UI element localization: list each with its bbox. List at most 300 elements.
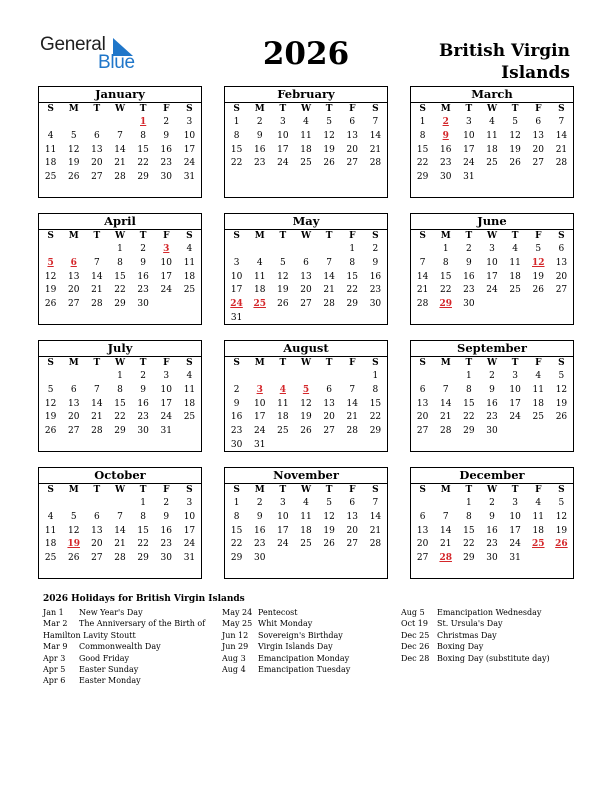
day-cell: 16 <box>137 398 149 409</box>
day-cell: 24 <box>277 158 289 169</box>
day-cell: 21 <box>555 144 568 155</box>
holiday-day-cell: 24 <box>230 299 243 310</box>
day-cell: 3 <box>163 371 170 381</box>
day-cell: 8 <box>233 130 240 141</box>
empty-day-cell <box>62 243 85 257</box>
day-cell: 11 <box>532 384 544 395</box>
day-cell: 10 <box>277 511 289 522</box>
day-cell: 29 <box>463 553 475 564</box>
day-cell: 1 <box>233 498 240 508</box>
month-name: April <box>39 214 201 230</box>
day-cell: 16 <box>463 271 475 282</box>
empty-day-cell <box>39 370 62 384</box>
day-cell: 21 <box>439 412 452 423</box>
month-name: January <box>39 87 201 103</box>
week-row <box>225 312 387 326</box>
day-cell: 19 <box>277 285 289 296</box>
day-cell: 8 <box>419 130 426 141</box>
weekday-label: T <box>325 485 333 495</box>
day-cell: 21 <box>323 285 335 296</box>
day-cell: 24 <box>253 426 266 437</box>
day-cell: 16 <box>160 144 172 155</box>
day-cell: 23 <box>230 426 243 437</box>
empty-day-cell <box>504 171 527 185</box>
holiday-item <box>401 607 576 618</box>
day-cell: 16 <box>253 525 266 536</box>
day-cell: 23 <box>463 285 475 296</box>
week-row <box>39 525 201 539</box>
day-cell: 10 <box>160 257 172 268</box>
day-cell: 21 <box>416 285 429 296</box>
week-row <box>225 284 387 298</box>
day-cell: 30 <box>230 439 243 450</box>
holiday-day-cell: 3 <box>163 244 170 254</box>
weekday-label: W <box>114 104 126 114</box>
day-cell: 15 <box>137 144 149 155</box>
weekday-label: S <box>372 485 379 495</box>
holiday-date: Aug 3 <box>222 653 246 663</box>
day-cell: 13 <box>323 398 335 409</box>
weekday-label: S <box>372 358 379 368</box>
weekday-label: S <box>558 358 565 368</box>
day-cell: 5 <box>279 257 286 268</box>
holiday-date: Jun 29 <box>222 642 249 652</box>
empty-day-cell <box>39 243 62 257</box>
day-cell: 28 <box>91 426 103 437</box>
weekday-label: F <box>535 231 542 241</box>
day-cell: 8 <box>465 511 472 522</box>
weekday-label: M <box>68 485 79 495</box>
day-cell: 24 <box>509 539 521 550</box>
week-row <box>225 552 387 566</box>
day-cell: 10 <box>277 130 289 141</box>
day-cell: 24 <box>183 158 196 169</box>
weekday-label: W <box>300 485 312 495</box>
week-row <box>411 525 573 539</box>
day-cell: 10 <box>509 511 521 522</box>
logo-text-blue: Blue <box>98 52 135 73</box>
month-october <box>38 467 202 579</box>
holiday-name: Easter Monday <box>79 676 141 686</box>
day-cell: 7 <box>442 384 449 395</box>
day-cell: 9 <box>372 257 379 268</box>
empty-day-cell <box>411 243 434 257</box>
empty-day-cell <box>364 552 387 566</box>
weekday-label: T <box>279 485 287 495</box>
weekday-label: F <box>349 231 356 241</box>
day-cell: 25 <box>277 426 289 437</box>
day-cell: 1 <box>140 498 146 508</box>
day-cell: 11 <box>532 511 544 522</box>
day-cell: 12 <box>44 398 57 409</box>
holiday-column <box>222 607 397 675</box>
empty-day-cell <box>434 370 457 384</box>
day-cell: 19 <box>44 412 57 423</box>
empty-day-cell <box>178 425 201 439</box>
empty-day-cell <box>271 552 294 566</box>
week-row <box>411 384 573 398</box>
week-row <box>225 271 387 285</box>
day-cell: 26 <box>44 426 57 437</box>
day-cell: 11 <box>253 271 266 282</box>
day-cell: 6 <box>93 511 100 522</box>
day-cell: 29 <box>346 299 358 310</box>
day-cell: 11 <box>183 257 196 268</box>
day-cell: 7 <box>93 257 100 268</box>
day-cell: 11 <box>509 257 521 268</box>
day-cell: 1 <box>349 244 356 254</box>
day-cell: 18 <box>532 398 544 409</box>
day-cell: 23 <box>486 539 498 550</box>
day-cell: 9 <box>489 384 495 395</box>
weekday-label: T <box>93 231 101 241</box>
week-row <box>39 411 201 425</box>
month-february <box>224 86 388 198</box>
weekday-label: F <box>163 104 170 114</box>
day-cell: 15 <box>114 271 126 282</box>
day-cell: 29 <box>463 426 475 437</box>
day-cell: 10 <box>463 130 475 141</box>
day-cell: 15 <box>230 144 243 155</box>
day-cell: 22 <box>416 158 429 169</box>
day-cell: 17 <box>160 398 172 409</box>
day-cell: 6 <box>349 498 356 508</box>
day-cell: 17 <box>160 271 172 282</box>
empty-day-cell <box>318 312 341 326</box>
holiday-date: Apr 3 <box>43 653 66 663</box>
week-row <box>39 538 201 552</box>
day-cell: 22 <box>463 412 475 423</box>
day-cell: 13 <box>67 398 80 409</box>
day-cell: 18 <box>486 144 498 155</box>
day-cell: 28 <box>114 553 126 564</box>
holiday-name: Pentecost <box>258 608 298 617</box>
holiday-date: Aug 4 <box>222 665 246 675</box>
day-cell: 15 <box>230 525 243 536</box>
day-cell: 14 <box>369 130 382 141</box>
week-row <box>39 497 201 511</box>
day-cell: 22 <box>369 412 382 423</box>
month-name: August <box>225 341 387 357</box>
day-cell: 28 <box>346 426 358 437</box>
day-cell: 2 <box>163 498 170 508</box>
holiday-day-cell: 12 <box>532 257 545 268</box>
day-cell: 26 <box>67 172 80 183</box>
weekday-label: W <box>486 485 498 495</box>
day-cell: 4 <box>47 130 54 141</box>
weekday-label: T <box>139 485 147 495</box>
empty-day-cell <box>271 370 294 384</box>
week-row <box>39 157 201 171</box>
day-cell: 2 <box>256 117 263 127</box>
day-cell: 20 <box>67 285 80 296</box>
empty-day-cell <box>294 243 317 257</box>
week-row <box>225 511 387 525</box>
holiday-name: Emancipation Monday <box>258 653 350 663</box>
weekday-header <box>411 357 573 370</box>
day-cell: 27 <box>416 553 429 564</box>
weekday-label: W <box>300 104 312 114</box>
day-cell: 29 <box>369 426 382 437</box>
day-cell: 6 <box>326 384 332 395</box>
weekday-label: W <box>486 104 498 114</box>
empty-day-cell <box>85 116 108 130</box>
day-cell: 26 <box>509 158 521 169</box>
day-cell: 7 <box>326 257 332 268</box>
day-cell: 16 <box>369 271 382 282</box>
day-cell: 2 <box>465 244 472 254</box>
day-cell: 26 <box>277 299 289 310</box>
weekday-label: W <box>486 231 498 241</box>
day-cell: 11 <box>277 398 289 409</box>
day-cell: 18 <box>253 285 266 296</box>
day-cell: 20 <box>555 271 568 282</box>
day-cell: 20 <box>91 539 103 550</box>
day-cell: 9 <box>465 257 472 268</box>
empty-day-cell <box>62 497 85 511</box>
day-cell: 19 <box>323 525 335 536</box>
month-november <box>224 467 388 579</box>
day-cell: 30 <box>160 553 172 564</box>
holiday-date: Dec 28 <box>401 653 430 663</box>
empty-day-cell <box>318 370 341 384</box>
day-cell: 21 <box>91 412 103 423</box>
weekday-label: M <box>254 485 265 495</box>
day-cell: 19 <box>509 144 521 155</box>
holiday-name: Boxing Day (substitute day) <box>437 653 550 663</box>
month-july <box>38 340 202 452</box>
holiday-item <box>401 630 576 641</box>
empty-day-cell <box>550 171 573 185</box>
holiday-name: Virgin Islands Day <box>258 642 333 652</box>
day-cell: 31 <box>183 553 196 564</box>
empty-day-cell <box>39 497 62 511</box>
holiday-item <box>222 641 397 652</box>
day-cell: 8 <box>349 257 356 268</box>
day-cell: 17 <box>509 525 521 536</box>
holiday-day-cell: 2 <box>442 117 449 127</box>
week-row <box>411 144 573 158</box>
day-cell: 22 <box>230 539 243 550</box>
empty-day-cell <box>527 298 550 312</box>
holiday-day-cell: 25 <box>253 299 266 310</box>
day-cell: 10 <box>509 384 521 395</box>
day-cell: 20 <box>300 285 312 296</box>
empty-day-cell <box>294 552 317 566</box>
week-row <box>411 243 573 257</box>
day-cell: 31 <box>253 439 266 450</box>
day-cell: 25 <box>486 158 498 169</box>
weekday-label: T <box>325 104 333 114</box>
holiday-date: Mar 9 <box>43 642 68 652</box>
empty-day-cell <box>85 370 108 384</box>
weekday-label: T <box>279 231 287 241</box>
empty-day-cell <box>341 439 364 453</box>
day-cell: 27 <box>416 426 429 437</box>
holiday-day-cell: 4 <box>279 384 286 395</box>
week-row <box>411 538 573 552</box>
day-cell: 30 <box>160 172 172 183</box>
empty-day-cell <box>411 370 434 384</box>
weekday-header <box>225 484 387 497</box>
day-cell: 24 <box>509 412 521 423</box>
day-cell: 28 <box>323 299 335 310</box>
holiday-day-cell: 5 <box>302 384 310 395</box>
weekday-label: F <box>349 104 356 114</box>
day-cell: 19 <box>555 398 568 409</box>
day-cell: 27 <box>532 158 544 169</box>
day-cell: 4 <box>186 244 193 254</box>
day-cell: 17 <box>277 144 289 155</box>
empty-day-cell <box>504 425 527 439</box>
day-cell: 11 <box>44 144 57 155</box>
day-cell: 20 <box>416 539 429 550</box>
week-row <box>39 370 201 384</box>
holiday-date: May 24 <box>222 608 253 617</box>
day-cell: 14 <box>439 525 452 536</box>
day-cell: 28 <box>439 426 452 437</box>
day-cell: 10 <box>160 384 172 395</box>
day-cell: 27 <box>67 299 80 310</box>
day-cell: 12 <box>44 271 57 282</box>
day-cell: 25 <box>183 285 196 296</box>
day-cell: 22 <box>114 285 126 296</box>
holiday-name: Emancipation Tuesday <box>258 665 351 675</box>
holiday-name: Sovereign's Birthday <box>258 630 343 640</box>
holiday-day-cell: 26 <box>555 539 568 550</box>
day-cell: 15 <box>463 525 475 536</box>
day-cell: 10 <box>253 398 266 409</box>
holiday-date: Jun 12 <box>222 630 249 640</box>
weekday-label: S <box>419 358 426 368</box>
empty-day-cell <box>248 312 271 326</box>
day-cell: 4 <box>303 117 309 127</box>
week-row <box>225 538 387 552</box>
day-cell: 17 <box>253 412 266 423</box>
holiday-day-cell: 29 <box>439 299 452 310</box>
day-cell: 27 <box>346 158 358 169</box>
day-cell: 15 <box>463 398 475 409</box>
day-cell: 6 <box>303 257 309 268</box>
holiday-date: Apr 5 <box>43 665 66 675</box>
empty-day-cell <box>480 298 503 312</box>
day-cell: 17 <box>277 525 289 536</box>
day-cell: 8 <box>442 257 449 268</box>
weekday-label: F <box>535 358 542 368</box>
weekday-label: T <box>511 485 519 495</box>
week-row <box>225 525 387 539</box>
day-cell: 8 <box>117 257 123 268</box>
day-cell: 2 <box>140 244 146 254</box>
holiday-name: Hamilton Lavity Stoutt <box>43 630 136 640</box>
empty-day-cell <box>341 370 364 384</box>
day-cell: 5 <box>535 244 542 254</box>
weekday-label: T <box>139 104 147 114</box>
day-cell: 26 <box>323 158 335 169</box>
day-cell: 10 <box>183 511 196 522</box>
day-cell: 19 <box>532 271 544 282</box>
day-cell: 12 <box>555 511 568 522</box>
day-cell: 16 <box>253 144 266 155</box>
weekday-header <box>39 230 201 243</box>
day-cell: 28 <box>114 172 126 183</box>
day-cell: 4 <box>535 371 542 381</box>
day-cell: 3 <box>233 257 240 268</box>
day-cell: 1 <box>465 371 472 381</box>
day-cell: 25 <box>44 553 57 564</box>
week-row <box>225 298 387 312</box>
day-cell: 31 <box>160 426 172 437</box>
day-cell: 12 <box>67 525 80 536</box>
day-cell: 13 <box>346 511 358 522</box>
weekday-label: M <box>440 358 451 368</box>
day-cell: 17 <box>183 144 196 155</box>
day-cell: 31 <box>183 172 196 183</box>
day-cell: 4 <box>512 244 518 254</box>
day-cell: 3 <box>489 244 495 254</box>
day-cell: 5 <box>70 511 77 522</box>
holiday-date: Oct 19 <box>401 619 428 629</box>
empty-day-cell <box>108 497 131 511</box>
day-cell: 22 <box>463 539 475 550</box>
day-cell: 16 <box>137 271 149 282</box>
day-cell: 31 <box>509 553 521 564</box>
day-cell: 4 <box>256 257 263 268</box>
holiday-name: Good Friday <box>79 653 130 663</box>
day-cell: 28 <box>369 158 382 169</box>
day-cell: 6 <box>419 511 426 522</box>
day-cell: 2 <box>163 117 170 127</box>
day-cell: 9 <box>256 511 263 522</box>
weekday-label: S <box>47 231 54 241</box>
day-cell: 26 <box>300 426 312 437</box>
day-cell: 10 <box>230 271 243 282</box>
weekday-label: F <box>163 231 170 241</box>
week-row <box>225 411 387 425</box>
day-cell: 3 <box>186 117 193 127</box>
weekday-label: S <box>372 104 379 114</box>
day-cell: 21 <box>369 144 382 155</box>
month-june <box>410 213 574 325</box>
holiday-day-cell: 3 <box>256 384 263 395</box>
day-cell: 12 <box>300 398 312 409</box>
holiday-date: Dec 26 <box>401 642 430 652</box>
day-cell: 7 <box>442 511 449 522</box>
day-cell: 9 <box>163 130 170 141</box>
day-cell: 23 <box>137 285 149 296</box>
day-cell: 8 <box>117 384 123 395</box>
weekday-label: F <box>535 104 542 114</box>
week-row <box>225 370 387 384</box>
day-cell: 11 <box>44 525 57 536</box>
day-cell: 17 <box>183 525 196 536</box>
day-cell: 23 <box>486 412 498 423</box>
empty-day-cell <box>318 439 341 453</box>
empty-day-cell <box>178 298 201 312</box>
day-cell: 19 <box>67 158 80 169</box>
empty-day-cell <box>271 243 294 257</box>
day-cell: 4 <box>535 498 542 508</box>
day-cell: 7 <box>117 511 123 522</box>
day-cell: 23 <box>369 285 382 296</box>
empty-day-cell <box>271 439 294 453</box>
holiday-item <box>401 653 576 664</box>
weekday-label: F <box>535 485 542 495</box>
week-row <box>39 284 201 298</box>
holiday-day-cell: 5 <box>47 257 54 268</box>
weekday-label: T <box>511 104 519 114</box>
day-cell: 24 <box>183 539 196 550</box>
